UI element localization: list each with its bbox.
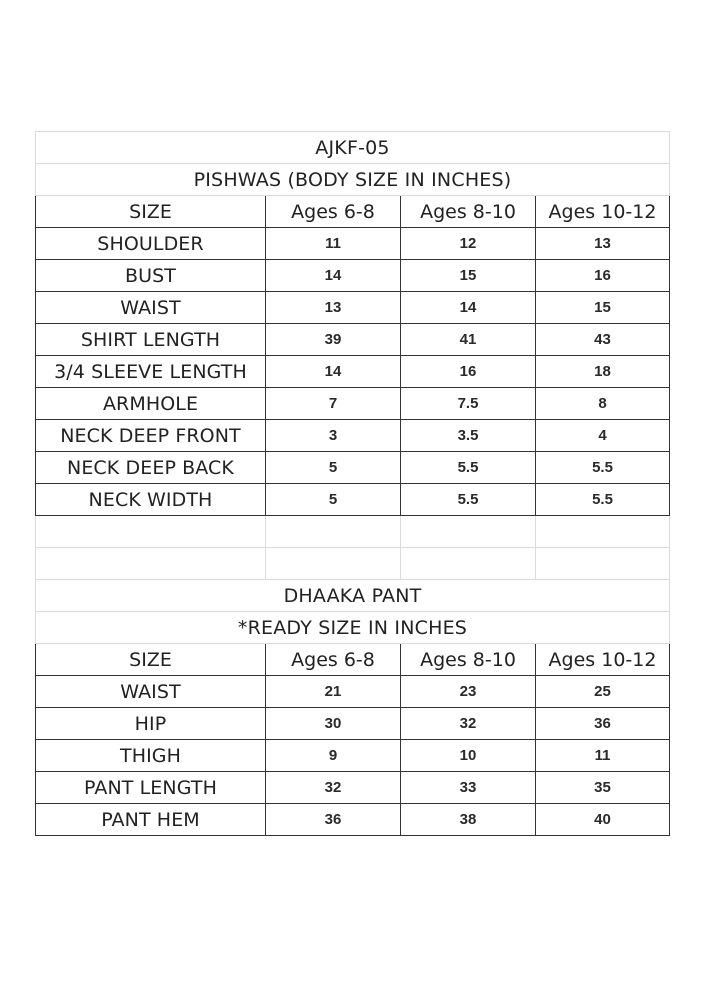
row-value: 3.5 [401, 420, 536, 452]
row-label: WAIST [36, 676, 266, 708]
table-row [36, 388, 670, 420]
empty-cell [536, 516, 670, 548]
table-row [36, 356, 670, 388]
header-ages-6-8: Ages 6-8 [266, 644, 401, 676]
row-value: 5.5 [536, 452, 670, 484]
row-label: HIP [36, 708, 266, 740]
pishwas-title-row [36, 164, 670, 196]
pant-subtitle: *READY SIZE IN INCHES [36, 612, 670, 644]
table-row [36, 804, 670, 836]
row-value: 14 [266, 356, 401, 388]
empty-cell [36, 548, 266, 580]
row-label: ARMHOLE [36, 388, 266, 420]
table-row [36, 228, 670, 260]
row-label: 3/4 SLEEVE LENGTH [36, 356, 266, 388]
header-ages-10-12: Ages 10-12 [536, 644, 670, 676]
empty-cell [536, 548, 670, 580]
row-value: 15 [401, 260, 536, 292]
row-value: 7.5 [401, 388, 536, 420]
row-label: NECK DEEP FRONT [36, 420, 266, 452]
row-value: 10 [401, 740, 536, 772]
row-value: 41 [401, 324, 536, 356]
empty-row [36, 516, 670, 548]
header-ages-10-12: Ages 10-12 [536, 196, 670, 228]
row-value: 5.5 [536, 484, 670, 516]
table-row [36, 484, 670, 516]
row-label: NECK DEEP BACK [36, 452, 266, 484]
row-value: 12 [401, 228, 536, 260]
row-value: 32 [401, 708, 536, 740]
row-value: 3 [266, 420, 401, 452]
row-value: 36 [536, 708, 670, 740]
table-row [36, 676, 670, 708]
row-value: 7 [266, 388, 401, 420]
row-label: NECK WIDTH [36, 484, 266, 516]
row-value: 13 [536, 228, 670, 260]
header-size: SIZE [36, 644, 266, 676]
header-ages-8-10: Ages 8-10 [401, 196, 536, 228]
product-code: AJKF-05 [36, 132, 670, 164]
row-value: 11 [266, 228, 401, 260]
pant-title-row [36, 580, 670, 612]
row-label: PANT HEM [36, 804, 266, 836]
row-value: 16 [536, 260, 670, 292]
pishwas-header-row [36, 196, 670, 228]
table-row [36, 260, 670, 292]
row-value: 4 [536, 420, 670, 452]
header-size: SIZE [36, 196, 266, 228]
table-row [36, 708, 670, 740]
table-row [36, 292, 670, 324]
empty-cell [401, 548, 536, 580]
row-value: 5 [266, 452, 401, 484]
row-value: 8 [536, 388, 670, 420]
empty-cell [36, 516, 266, 548]
row-label: WAIST [36, 292, 266, 324]
row-value: 30 [266, 708, 401, 740]
row-value: 18 [536, 356, 670, 388]
row-value: 5.5 [401, 452, 536, 484]
row-value: 5 [266, 484, 401, 516]
product-code-row [36, 132, 670, 164]
empty-cell [266, 516, 401, 548]
row-value: 25 [536, 676, 670, 708]
empty-cell [266, 548, 401, 580]
row-value: 35 [536, 772, 670, 804]
row-value: 33 [401, 772, 536, 804]
row-value: 21 [266, 676, 401, 708]
row-value: 13 [266, 292, 401, 324]
row-value: 40 [536, 804, 670, 836]
pishwas-title: PISHWAS (BODY SIZE IN INCHES) [36, 164, 670, 196]
pant-subtitle-row [36, 612, 670, 644]
table-row [36, 420, 670, 452]
row-value: 43 [536, 324, 670, 356]
row-value: 36 [266, 804, 401, 836]
table-row [36, 452, 670, 484]
table-row [36, 740, 670, 772]
empty-row [36, 548, 670, 580]
table-row [36, 324, 670, 356]
empty-cell [401, 516, 536, 548]
row-label: SHOULDER [36, 228, 266, 260]
row-value: 14 [266, 260, 401, 292]
row-label: SHIRT LENGTH [36, 324, 266, 356]
pant-title: DHAAKA PANT [36, 580, 670, 612]
row-value: 5.5 [401, 484, 536, 516]
pant-header-row [36, 644, 670, 676]
row-value: 32 [266, 772, 401, 804]
row-value: 23 [401, 676, 536, 708]
row-label: PANT LENGTH [36, 772, 266, 804]
row-value: 9 [266, 740, 401, 772]
row-value: 39 [266, 324, 401, 356]
row-value: 15 [536, 292, 670, 324]
header-ages-6-8: Ages 6-8 [266, 196, 401, 228]
table-row [36, 772, 670, 804]
row-value: 11 [536, 740, 670, 772]
row-value: 14 [401, 292, 536, 324]
row-label: THIGH [36, 740, 266, 772]
row-value: 16 [401, 356, 536, 388]
row-value: 38 [401, 804, 536, 836]
row-label: BUST [36, 260, 266, 292]
header-ages-8-10: Ages 8-10 [401, 644, 536, 676]
size-chart-table [35, 131, 670, 836]
